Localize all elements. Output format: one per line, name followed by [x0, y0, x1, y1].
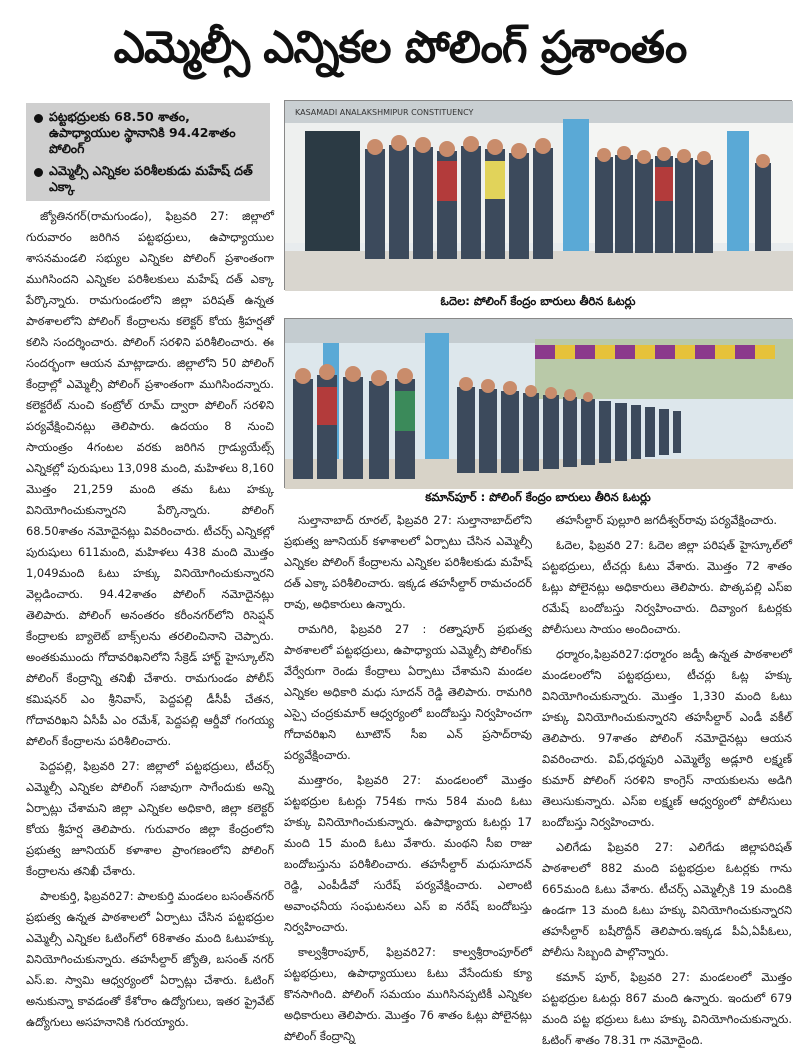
article-column-1 — [26, 206, 274, 1029]
article-paragraph: ఓదెల, ఫిబ్రవరి 27: ఓదెల జిల్లా పరిషత్ హైస్కూల్‌లో పట్టభద్రులు, టీచర్లు ఓటు వేశారు. మొత్తం 72 శాతం ఓట్లు పోలైనట్లు అధికారులు తెలిపారు. పొత్కపల్లి ఎస్ఐ రమేష్ బందోబస్తు నిర్వహించారు. దివ్యాంగ ఓటర్లకు పోలీసులు సాయం అందించారు. — [542, 538, 792, 636]
article-column-2 — [284, 510, 532, 1043]
bullet-icon — [34, 168, 43, 177]
article-paragraph: జ్యోతినగర్(రామగుండం), ఫిబ్రవరి 27: జిల్లాలో గురువారం జరిగిన పట్టభద్రులు, ఉపాధ్యాయుల శాసనమండలి సభ్యుల ఎన్నికల పోలింగ్ ప్రశాంతంగా ముగిసిందని ఎన్నికల పరిశీలకులు మహేష్ దత్ ఎక్కా పేర్కొన్నారు. రామగుండంలోని జిల్లా పరిషత్ ఉన్నత పాఠశాలలోని పోలింగ్ కేంద్రాలను కలెక్టర్ కోయ శ్రీహర్షతో కలిసి సందర్శించారు. పోలింగ్ సరళిని పరిశీలించారు. ఈ సందర్భంగా ఆయన మాట్లాడారు. జిల్లాలోని 50 పోలింగ్ కేంద్రాల్లో ఎమ్మెల్సీ పోలింగ్ ప్రశాంతంగా ముగిసిందన్నారు. కలెక్టరేట్ నుంచి కంట్రోల్ రూమ్ ద్వారా పోలింగ్ సరళిని పర్యవేక్షించినట్లు తెలిపారు. ఉదయం 8 నుంచి సాయంత్రం 4గంటల వరకు జరిగిన గ్రాడ్యుయేట్స్ ఎన్నికల్లో పురుషులు 13,098 మంది, మహిళలు 8,160 మొత్తం 21,259 మంది తమ ఓటు హక్కు వినియోగించుకున్నారని పేర్కొన్నారు. పోలింగ్ 68.50శాతం నమోదైనట్లు వివరించారు. టీచర్స్ ఎన్నికల్లో పురుషులు 611మంది, మహిళలు 438 మంది మొత్తం 1,049మంది ఓటు హక్కు వినియోగించుకున్నారని వెల్లడించారు. 94.42శాతం పోలింగ్ నమోదైనట్లు తెలిపారు. పోలింగ్ అనంతరం కరీంనగర్‌లోని రిసెప్షన్ కేంద్రాలకు బ్యాలెట్ బాక్స్‌లను తరలించినాని చెప్పారు. అంతకుముందు గోదావరిఖనిలోని సేక్రెడ్ హార్ట్ హైస్కూల్‌ని పోలింగ్ కేంద్రాన్ని తనిఖీ చేశారు. రామగుండం పోలీస్ కమిషనర్ ఎం శ్రీనివాస్, పెద్దపల్లి డీసీపీ చేతన, గోదావరిఖని ఏసీపీ ఎం రమేశ్, పెద్దపల్లి ఆర్డీవో గంగయ్య పోలింగ్ కేంద్రాలను పరిశీలించారు. — [26, 209, 274, 748]
photo-kamanpur-queue — [284, 318, 792, 488]
photo-odela-queue — [284, 100, 792, 290]
highlight-item — [34, 109, 262, 157]
article-paragraph: పాలకుర్తి, ఫిబ్రవరి27: పాలకుర్తి మండలం బసంత్‌నగర్ ప్రభుత్వ ఉన్నత పాఠశాలలో ఏర్పాటు చేసిన పట్టభద్రుల ఎమ్మెల్సీ ఎన్నికల ఓటింగ్‌లో 68శాతం మంది ఓటుహక్కు వినియోగించుకున్నారు. తహసీల్దార్ జ్యోతి, బసంత్ నగర్ ఎస్.ఐ. స్వామి ఆధ్వర్యంలో ఏర్పాట్లు చేశారు. ఓటింగ్ అనుకున్నా కావడంతో కేశోరాం ఉద్యోగులు, ఇతర ప్రైవేట్ ఉద్యోగులు అసహనానికి గురయ్యారు. — [26, 889, 274, 1029]
article-paragraph: తహసీల్దార్ పుల్లూరి జగదీశ్వర్‌రావు పర్యవేక్షించారు. — [556, 513, 778, 527]
highlight-text: పట్టభద్రులకు 68.50 శాతం, ఉపాధ్యాయుల స్థానానికి 94.42శాతం పోలింగ్ — [49, 109, 236, 156]
article-paragraph: కాల్వశ్రీరాంపూర్, ఫిబ్రవరి27: కాల్వశ్రీరాంపూర్‌లో పట్టభద్రులు, ఉపాధ్యాయులు ఓటు వేసేందుకు క్యూ కొనసాగింది. పోలింగ్ సమయం ముగిసినప్పటికీ ఎన్నికల అధికారులు తెలిపారు. మొత్తం 76 శాతం ఓట్లు పోలైనట్లు పోలింగ్ కేంద్రాన్ని — [284, 945, 532, 1043]
article-column-3 — [542, 510, 792, 1047]
article-paragraph: కమాన్ పూర్, ఫిబ్రవరి 27: మండలంలో మొత్తం పట్టభద్రుల ఓటర్లు 867 మంది ఉన్నారు. ఇందులో 679 మంది పట్ట భద్రులు ఓటు హక్కు వినియోగించుకున్నారు. ఓటింగ్ శాతం 78.31 గా నమోదైంది. — [542, 970, 792, 1047]
highlight-item — [34, 163, 262, 195]
article-paragraph: ముత్తారం, ఫిబ్రవరి 27: మండలంలో మొత్తం పట్టభద్రుల ఓటర్లు 754కు గాను 584 మంది ఓటు హక్కు వినియోగించుకున్నారు. ఉపాధ్యాయ ఓటర్లు 17 మంది 15 మంది ఓటు వేశారు. మంథని సీఐ రాజు బందోబస్తును పరిశీలించారు. తహసీల్దార్ మధుసూదన్ రెడ్డి, ఎంపీడీవో సురేష్ పర్యవేక్షించారు. ఎలాంటి అవాంఛనీయ సంఘటనలు ఎస్ ఐ నరేష్ బందోబస్తు నిర్వహించారు. — [284, 773, 532, 934]
photo-sign-text: KASAMADI ANALAKSHMIPUR CONSTITUENCY — [295, 108, 474, 117]
photo-caption: కమాన్‌పూర్ : పోలింగ్ కేంద్రం బారులు తీరిన ఓటర్లు — [425, 490, 651, 504]
article-paragraph: ఎలిగేడు ఫిబ్రవరి 27: ఎలిగేడు జిల్లాపరిషత్ పాఠశాలలో 882 మంది పట్టభద్రుల ఓటర్లకు గాను 665మంది ఓటు వేశారు. టీచర్స్ ఎమ్మెల్సీకి 19 మందికి ఉండగా 13 మంది ఓటు హక్కు వినియోగించుకున్నారని తహసీల్దార్ బషీరొద్దీన్ తెలిపారు.ఇక్కడ పీఏ,ఏపీఓలు, పోలీసు సిబ్బంది పాల్గొన్నారు. — [542, 840, 792, 959]
highlights-box — [26, 103, 270, 201]
article-paragraph: పెద్దపల్లి, ఫిబ్రవరి 27: జిల్లాలో పట్టభద్రులు, టీచర్స్ ఎమ్మెల్సీ ఎన్నికల పోలింగ్ సజావుగా సాగేందుకు అన్ని ఏర్పాట్లు చేశామని జిల్లా ఎన్నికల అధికారి, జిల్లా కలెక్టర్ కోయ శ్రీహర్ష తెలిపారు. గురువారం జిల్లా కేంద్రంలోని ప్రభుత్వ జూనియర్ కళాశాల ప్రాంగణంలోని పోలింగ్ కేంద్రాలను తనిఖీ చేశారు. — [26, 759, 274, 878]
headline: ఎమ్మెల్సీ ఎన్నికల పోలింగ్ ప్రశాంతం — [113, 22, 687, 73]
article-paragraph: సుల్తానాబాద్ రూరల్, ఫిబ్రవరి 27: సుల్తానాబాద్‌లోని ప్రభుత్వ జూనియర్ కళాశాలలో ఏర్పాటు చేసిన ఎమ్మెల్సీ ఎన్నికల పోలింగ్ కేంద్రాలను ఎన్నికల పరిశీలకుడు మహేష్ దత్ ఎక్కా పరిశీలించారు. ఇక్కడ తహసీల్దార్ రామచందర్ రావు, అధికారులు ఉన్నారు. — [284, 513, 532, 611]
photo-caption: ఓదెల: పోలింగ్ కేంద్రం బారులు తీరిన ఓటర్లు — [440, 294, 636, 308]
highlight-text: ఎమ్మెల్సీ ఎన్నికల పరిశీలకుడు మహేష్ దత్ ఎక్కా — [49, 163, 253, 194]
article-paragraph: రామగిరి, ఫిబ్రవరి 27 : రత్నాపూర్ ప్రభుత్వ పాఠశాలలో పట్టభద్రులు, ఉపాధ్యాయ ఎమ్మెల్సీ పోలింగ్‌కు వేర్వేరుగా రెండు కేంద్రాలు ఏర్పాటు చేశామని మండల ఎన్నికల అధికారి మధు సూదన్ రెడ్డి తెలిపారు. రామగిరి ఎస్సై చంద్రకుమార్ ఆధ్వర్యంలో బందోబస్తు నిర్వహించగా గోదావరిఖని టూటౌన్ సీఐ ఎన్ ప్రసాద్‌రావు పర్యవేక్షించారు. — [284, 622, 532, 762]
bullet-icon — [34, 114, 43, 123]
article-paragraph: ధర్మారం,ఫిబ్రవరి27:ధర్మారం జడ్పీ ఉన్నత పాఠశాలలో మండలంలోని పట్టభద్రులు, టీచర్లు ఓట్ల హక్కు వినియోగించుకున్నారు. మొత్తం 1,330 మంది ఓటు హక్కు వినియోగించుకున్నారని తహసీల్దార్ ఎండీ వకీల్ తెలిపారు. 97శాతం పోలింగ్ నమోదైనట్లు ఆయన వివరించారు. విప్,ధర్మపురి ఎమ్మెల్యే అడ్లూరి లక్ష్మణ్ కుమార్ పోలింగ్ సరళిని కాంగ్రెస్ నాయకులను అడిగి తెలుసుకున్నారు. ఎస్ఐ లక్ష్మణ్ ఆధ్వర్యంలో పోలీసులు బందోబస్తు నిర్వహించారు. — [542, 647, 792, 829]
